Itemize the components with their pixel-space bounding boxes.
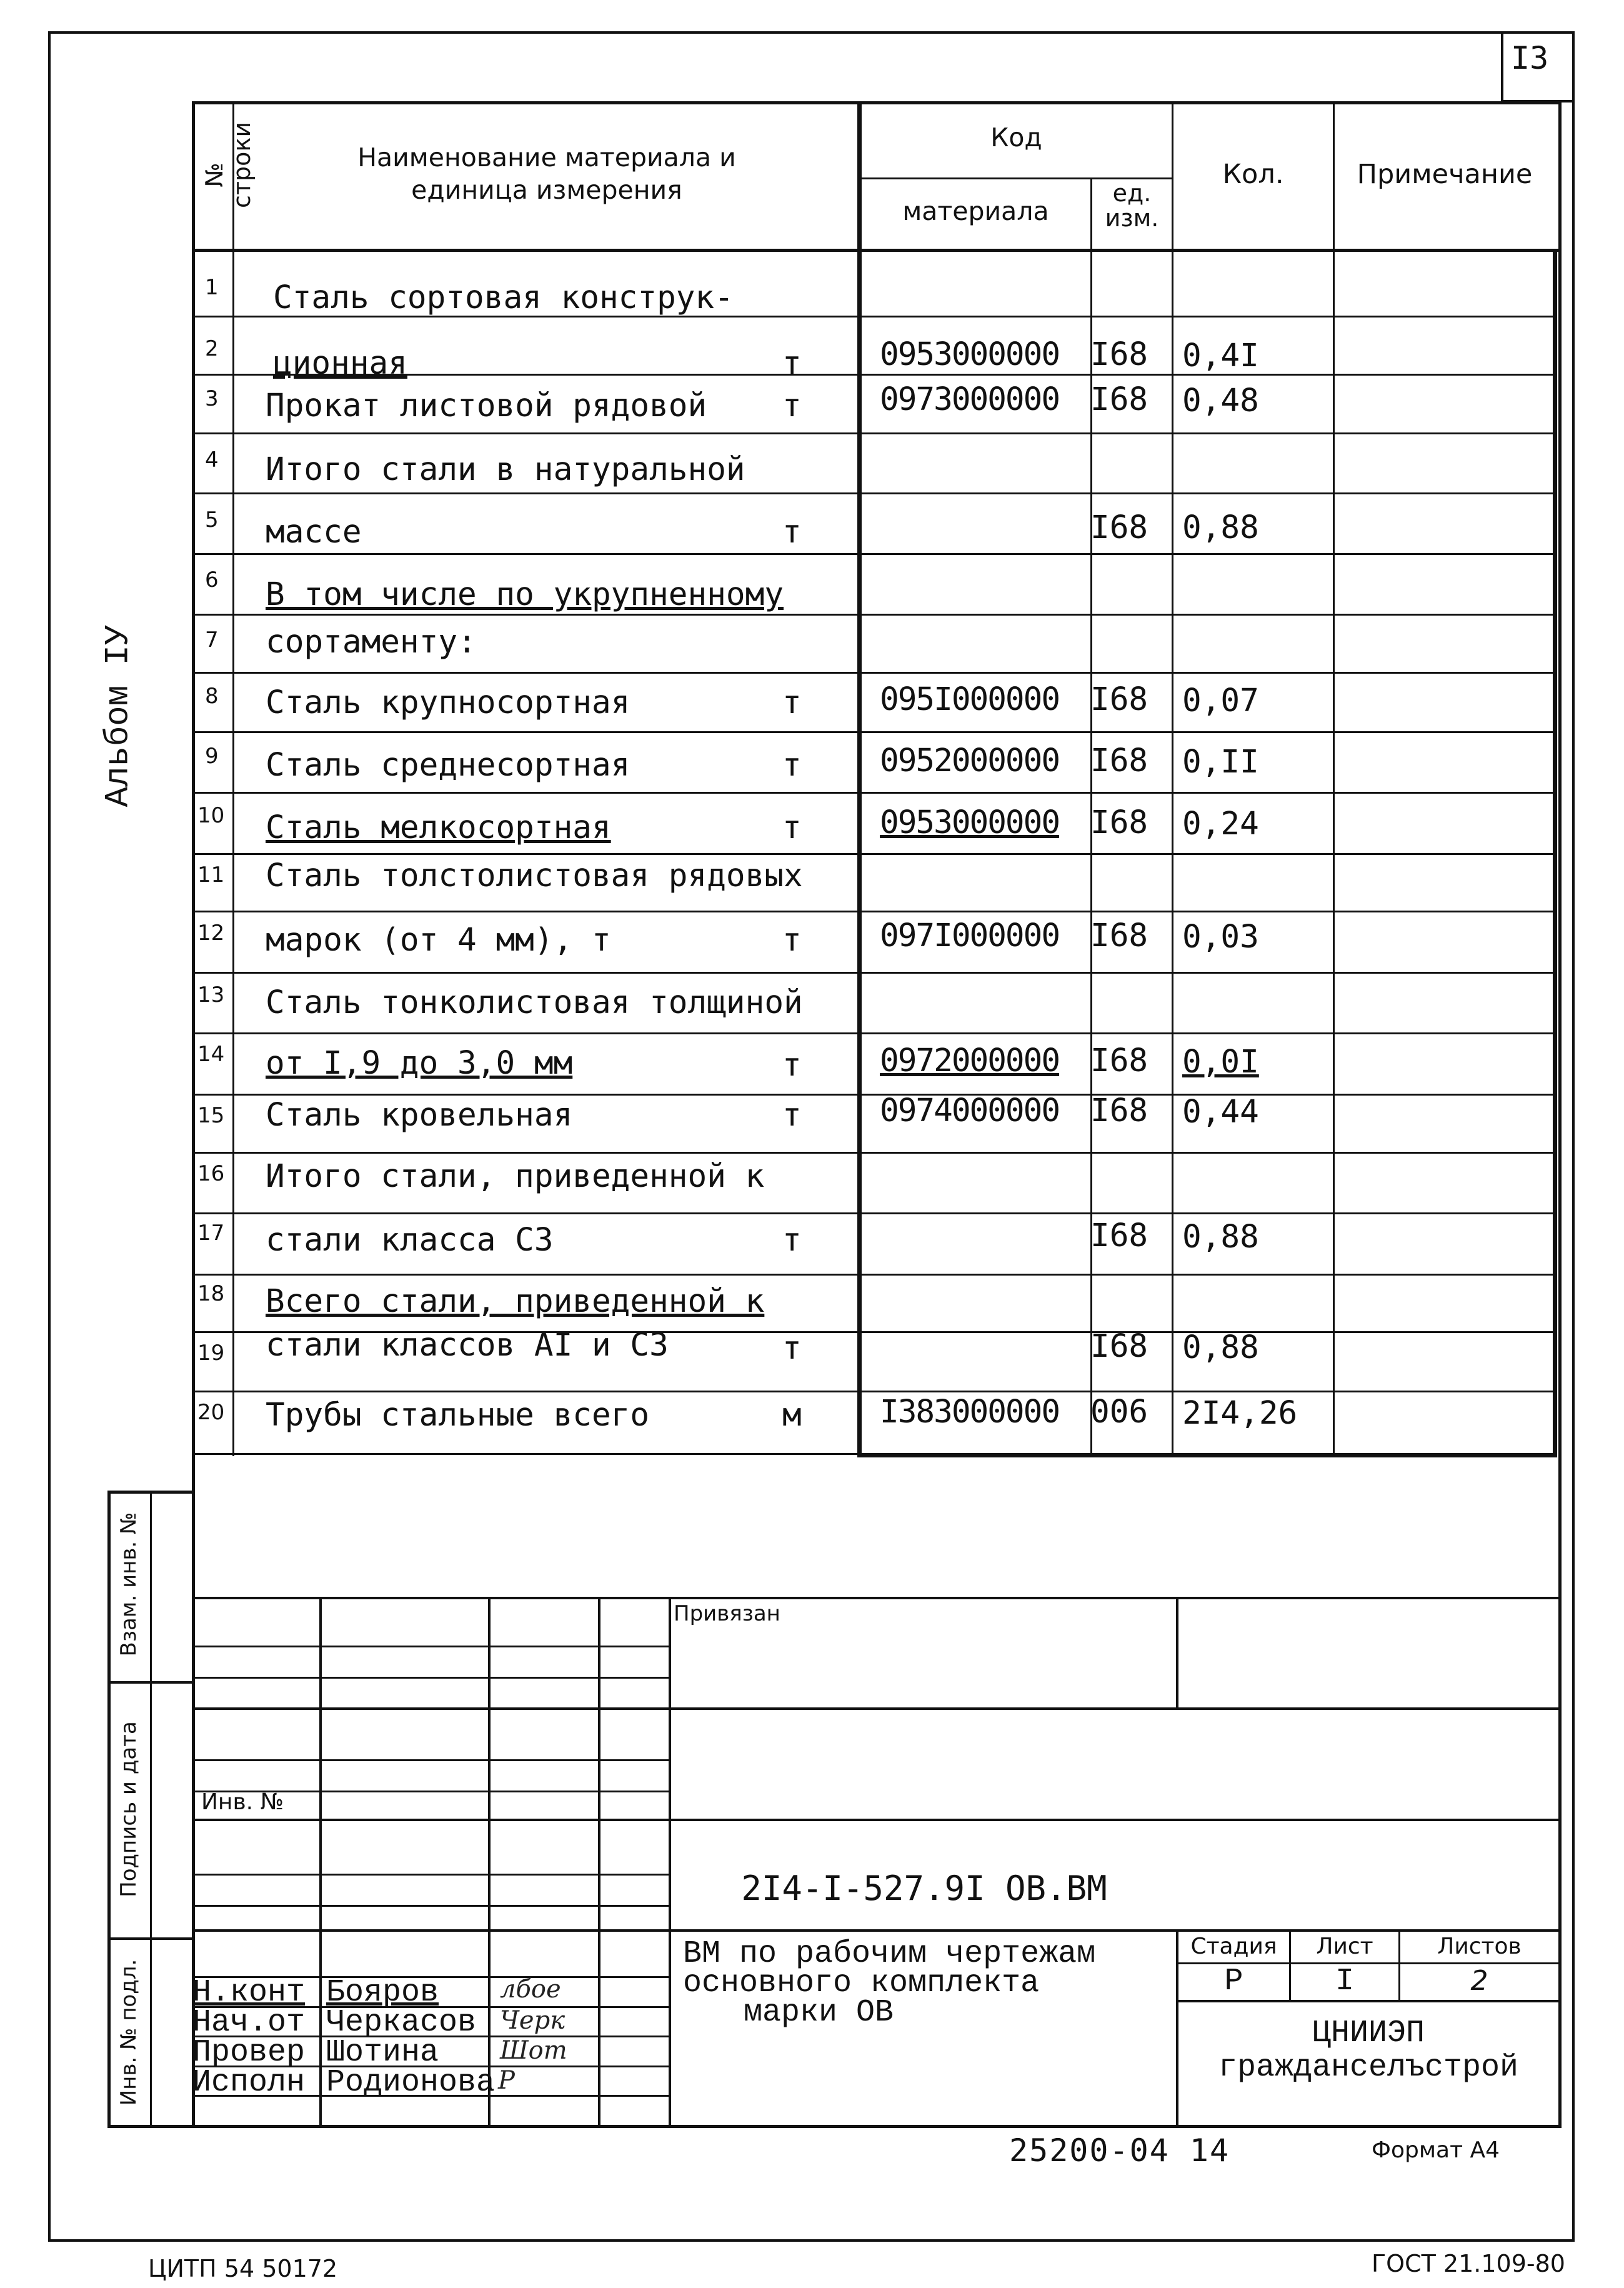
list-label: Лист [1316, 1934, 1373, 1959]
row-code: 0973000000 [880, 381, 1060, 418]
row-qty: 0,07 [1182, 682, 1259, 719]
header-qty: Кол. [1222, 159, 1284, 190]
row-qty: 0,03 [1182, 919, 1259, 956]
row-number: 17 [197, 1221, 225, 1246]
row-name: Сталь среднесортная [266, 747, 630, 784]
row-unit-code: I68 [1090, 509, 1148, 546]
side-podpis-label: Подпись и дата [116, 1721, 141, 1897]
row-code: 0972000000 [880, 1042, 1060, 1079]
row-unit: т [782, 387, 802, 424]
signature-2: Черк [500, 2006, 565, 2035]
row-number: 6 [205, 567, 219, 592]
row-unit: т [782, 514, 802, 551]
row-code: 097I000000 [880, 917, 1060, 954]
row-number: 3 [205, 386, 219, 411]
row-unit: т [782, 684, 802, 721]
description-line2: основного комплекта [683, 1966, 1040, 2001]
row-unit: т [782, 922, 802, 959]
row-number: 4 [205, 447, 219, 472]
row-unit-code: I68 [1090, 1092, 1148, 1129]
row-number: 13 [197, 982, 225, 1007]
signature-3: Шот [500, 2036, 567, 2065]
row-qty: 0,II [1182, 744, 1259, 781]
row-unit: т [782, 1097, 802, 1134]
footer-right: ГОСТ 21.109-80 [1372, 2250, 1565, 2277]
row-unit: т [782, 809, 802, 846]
side-inv-podl-label: Инв. № подл. [116, 1959, 141, 2106]
row-number: 19 [197, 1341, 225, 1366]
privyazan-label: Привязан [674, 1601, 780, 1626]
format-label: Формат А4 [1372, 2137, 1500, 2163]
row-unit: т [782, 345, 802, 382]
header-name-line1: Наименование материала и [357, 142, 736, 172]
header-unit-line2: изм. [1105, 204, 1159, 232]
org-line2: гражданселъстрой [1218, 2050, 1519, 2086]
row-name: от I,9 до 3,0 мм [266, 1045, 573, 1082]
signature-4: Р [498, 2066, 515, 2095]
header-code: Код [990, 122, 1042, 152]
row-qty: 0,44 [1182, 1094, 1259, 1131]
row-number: 15 [197, 1103, 225, 1128]
row-name: стали класса С3 [266, 1222, 554, 1259]
signature-1: лбое [500, 1975, 561, 2004]
album-label: Альбом IУ [99, 624, 138, 807]
row-name: Сталь тонколистовая толщиной [266, 984, 803, 1021]
stadiya-label: Стадия [1190, 1934, 1277, 1959]
name-cherkasov: Черкасов [326, 2005, 477, 2041]
row-qty: 0,24 [1182, 806, 1259, 842]
row-unit: т [782, 1222, 802, 1259]
footer-number: 25200-04 14 [1009, 2132, 1230, 2169]
row-name: стали классов АI и С3 [266, 1327, 669, 1364]
listov-value: 2 [1470, 1965, 1488, 1997]
side-vzam-label: Взам. инв. № [116, 1512, 141, 1657]
row-name: Итого стали в натуральной [266, 451, 745, 488]
stadiya-value: Р [1224, 1964, 1243, 1999]
row-qty: 0,88 [1182, 509, 1259, 546]
row-name: Сталь мелкосортная [266, 809, 611, 846]
row-qty: 0,88 [1182, 1219, 1259, 1256]
row-code: 0953000000 [880, 804, 1060, 841]
row-name: Прокат листовой рядовой [266, 387, 707, 424]
row-number: 7 [205, 627, 219, 652]
description-line1: ВМ по рабочим чертежам [683, 1936, 1096, 1972]
row-unit-code: 006 [1090, 1394, 1148, 1431]
row-qty: 2I4,26 [1182, 1395, 1298, 1432]
row-number: 16 [197, 1161, 225, 1186]
row-name: массе [266, 514, 362, 551]
header-note: Примечание [1357, 159, 1533, 190]
listov-label: Листов [1437, 1934, 1522, 1959]
sheet-number: I3 [1511, 40, 1549, 76]
row-unit-code: I68 [1090, 1217, 1148, 1254]
row-code: 0974000000 [880, 1092, 1060, 1129]
row-unit-code: I68 [1090, 681, 1148, 718]
row-unit-code: I68 [1090, 804, 1148, 841]
name-shotina: Шотина [326, 2035, 439, 2071]
row-number: 14 [197, 1042, 225, 1067]
list-value: I [1335, 1964, 1354, 1999]
row-unit: т [782, 1330, 802, 1367]
row-name: Сталь кровельная [266, 1097, 573, 1134]
name-boyarov: Бояров [326, 1975, 439, 2011]
role-n-kont: Н.конт [192, 1975, 306, 2011]
row-code: I383000000 [880, 1394, 1060, 1431]
row-name: сортаменту: [266, 624, 477, 661]
row-name: Сталь сортовая конструк- [273, 279, 734, 316]
row-unit-code: I68 [1090, 336, 1148, 373]
row-code: 0952000000 [880, 742, 1060, 779]
header-unit-line1: ед. [1112, 179, 1152, 207]
footer-left: ЦИТП 54 50172 [148, 2255, 338, 2282]
row-name: ционная [273, 345, 407, 382]
name-rodionova: Родионова [326, 2065, 496, 2101]
row-number: 1 [205, 275, 219, 300]
row-name: Итого стали, приведенной к [266, 1158, 765, 1195]
row-unit-code: I68 [1090, 917, 1148, 954]
row-number: 18 [197, 1281, 225, 1306]
row-number: 11 [197, 862, 225, 887]
row-number: 9 [205, 744, 219, 769]
row-code: 095I000000 [880, 681, 1060, 718]
row-qty: 0,48 [1182, 382, 1259, 419]
row-name: марок (от 4 мм), т [266, 922, 611, 959]
description-line3: марки ОВ [744, 1995, 894, 2031]
row-unit-code: I68 [1090, 1042, 1148, 1079]
row-qty: 0,0I [1182, 1044, 1259, 1081]
row-name: В том числе по укрупненному [266, 576, 784, 613]
header-material: материала [902, 196, 1049, 226]
row-name: Всего стали, приведенной к [266, 1283, 765, 1320]
row-name: Сталь крупносортная [266, 684, 630, 721]
header-name-line2: единица измерения [411, 175, 682, 205]
row-name: Трубы стальные всего [266, 1397, 650, 1434]
row-qty: 0,4I [1182, 337, 1259, 374]
header-row-number: № строки [201, 121, 256, 208]
row-number: 12 [197, 921, 225, 946]
row-unit: т [782, 1047, 802, 1084]
org-line1: ЦНИИЭП [1312, 2016, 1425, 2051]
document-code: 2I4-I-527.9I ОВ.ВМ [741, 1869, 1107, 1908]
role-prover: Провер [192, 2035, 306, 2071]
row-number: 20 [197, 1400, 225, 1425]
row-unit: м [782, 1397, 802, 1434]
row-name: Сталь толстолистовая рядовых [266, 857, 803, 894]
row-unit-code: I68 [1090, 742, 1148, 779]
row-number: 5 [205, 507, 219, 532]
row-unit-code: I68 [1090, 381, 1148, 418]
row-unit: т [782, 747, 802, 784]
inv-no-label: Инв. № [201, 1789, 284, 1815]
row-qty: 0,88 [1182, 1329, 1259, 1366]
row-number: 2 [205, 336, 219, 361]
row-number: 10 [197, 803, 225, 828]
row-code: 0953000000 [880, 336, 1060, 373]
row-number: 8 [205, 684, 219, 709]
role-nach-ot: Нач.от [192, 2005, 306, 2041]
role-ispoln: Исполн [192, 2065, 306, 2101]
row-unit-code: I68 [1090, 1328, 1148, 1365]
